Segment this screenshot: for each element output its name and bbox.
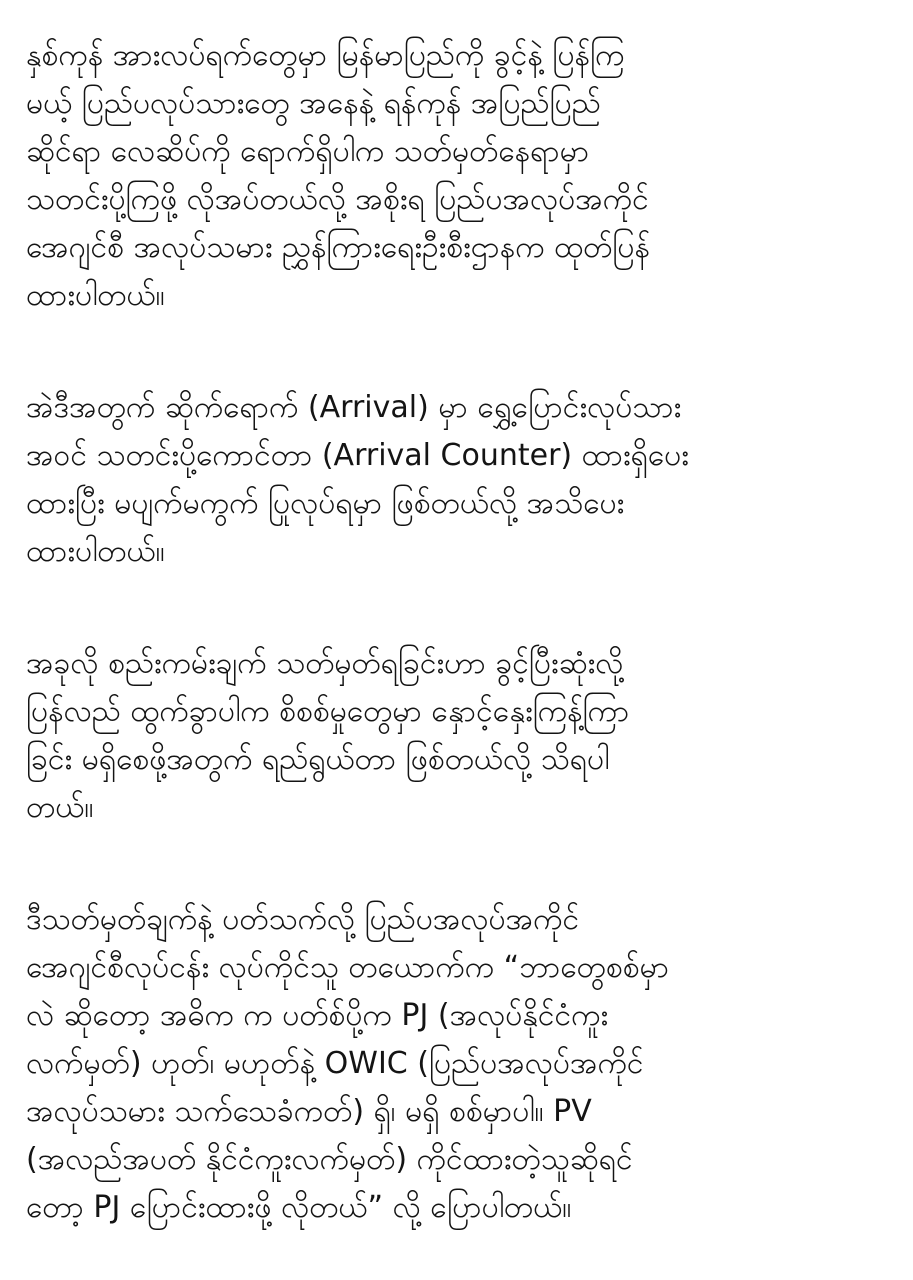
text-line: ဒီသတ်မှတ်ချက်နဲ့ ပတ်သက်လို့ ပြည်ပအလုပ်အကိုင် (26, 902, 580, 937)
text-line: အလုပ်သမား သက်သေခံကတ်) ရှိ၊ မရှိ စစ်မှာပါ။ PV (26, 1094, 592, 1129)
text-line: လဲ ဆိုတော့ အဓိက က ပတ်စ်ပို့က PJ (အလုပ်နိုင်ငံကူး (26, 998, 609, 1033)
text-line: အဲဒီအတွက် ဆိုက်ရောက် (Arrival) မှာ ရွှေ့ပြောင်းလုပ်သား (26, 390, 682, 425)
paragraph-gap (26, 832, 896, 896)
text-line: ပြန်လည် ထွက်ခွာပါက စိစစ်မှုတွေမှာ နှောင့်နှေးကြန့်ကြာ (26, 694, 630, 729)
text-line: (အလည်အပတ် နိုင်ငံကူးလက်မှတ်) ကိုင်ထားတဲ့သူဆိုရင် (26, 1142, 633, 1177)
paragraph-4 (26, 896, 896, 1232)
text-line: သတင်းပို့ကြဖို့ လိုအပ်တယ်လို့ အစိုးရ ပြည်ပအလုပ်အကိုင် (26, 182, 649, 217)
text-line: ဆိုင်ရာ လေဆိပ်ကို ရောက်ရှိပါက သတ်မှတ်နေရာမှာ (26, 134, 590, 169)
text-line: တော့ PJ ပြောင်းထားဖို့ လိုတယ်” လို့ ပြောပါတယ်။ (26, 1190, 572, 1225)
paragraph-gap (26, 320, 896, 384)
text-line: နှစ်ကုန် အားလပ်ရက်တွေမှာ မြန်မာပြည်ကို ခွင့်နဲ့ ပြန်ကြ (26, 38, 625, 73)
text-line: တယ်။ (26, 790, 94, 825)
text-line: အခုလို စည်းကမ်းချက် သတ်မှတ်ရခြင်းဟာ ခွင့်ပြီးဆုံးလို့ (26, 646, 624, 681)
text-line: အဝင် သတင်းပို့ကောင်တာ (Arrival Counter) ထားရှိပေး (26, 438, 689, 473)
paragraph-1 (26, 32, 896, 320)
paragraph-3 (26, 640, 896, 832)
text-line: အေဂျင်စီလုပ်ငန်း လုပ်ကိုင်သူ တယောက်က “ဘာတွေစစ်မှာ (26, 950, 670, 985)
text-line: အေဂျင်စီ အလုပ်သမား ညွှန်ကြားရေးဦးစီးဌာနက ထုတ်ပြန် (26, 230, 651, 265)
article-body (26, 32, 896, 1232)
text-line: ခြင်း မရှိစေဖို့အတွက် ရည်ရွယ်တာ ဖြစ်တယ်လို့ သိရပါ (26, 742, 610, 777)
text-line: ထားပြီး မပျက်မကွက် ပြုလုပ်ရမှာ ဖြစ်တယ်လို့ အသိပေး (26, 486, 625, 521)
text-line: လက်မှတ်) ဟုတ်၊ မဟုတ်နဲ့ OWIC (ပြည်ပအလုပ်အကိုင် (26, 1046, 644, 1081)
paragraph-2 (26, 384, 896, 576)
text-line: မယ့် ပြည်ပလုပ်သားတွေ အနေနဲ့ ရန်ကုန် အပြည်ပြည် (26, 86, 601, 121)
text-line: ထားပါတယ်။ (26, 534, 165, 569)
paragraph-gap (26, 576, 896, 640)
text-line: ထားပါတယ်။ (26, 278, 165, 313)
